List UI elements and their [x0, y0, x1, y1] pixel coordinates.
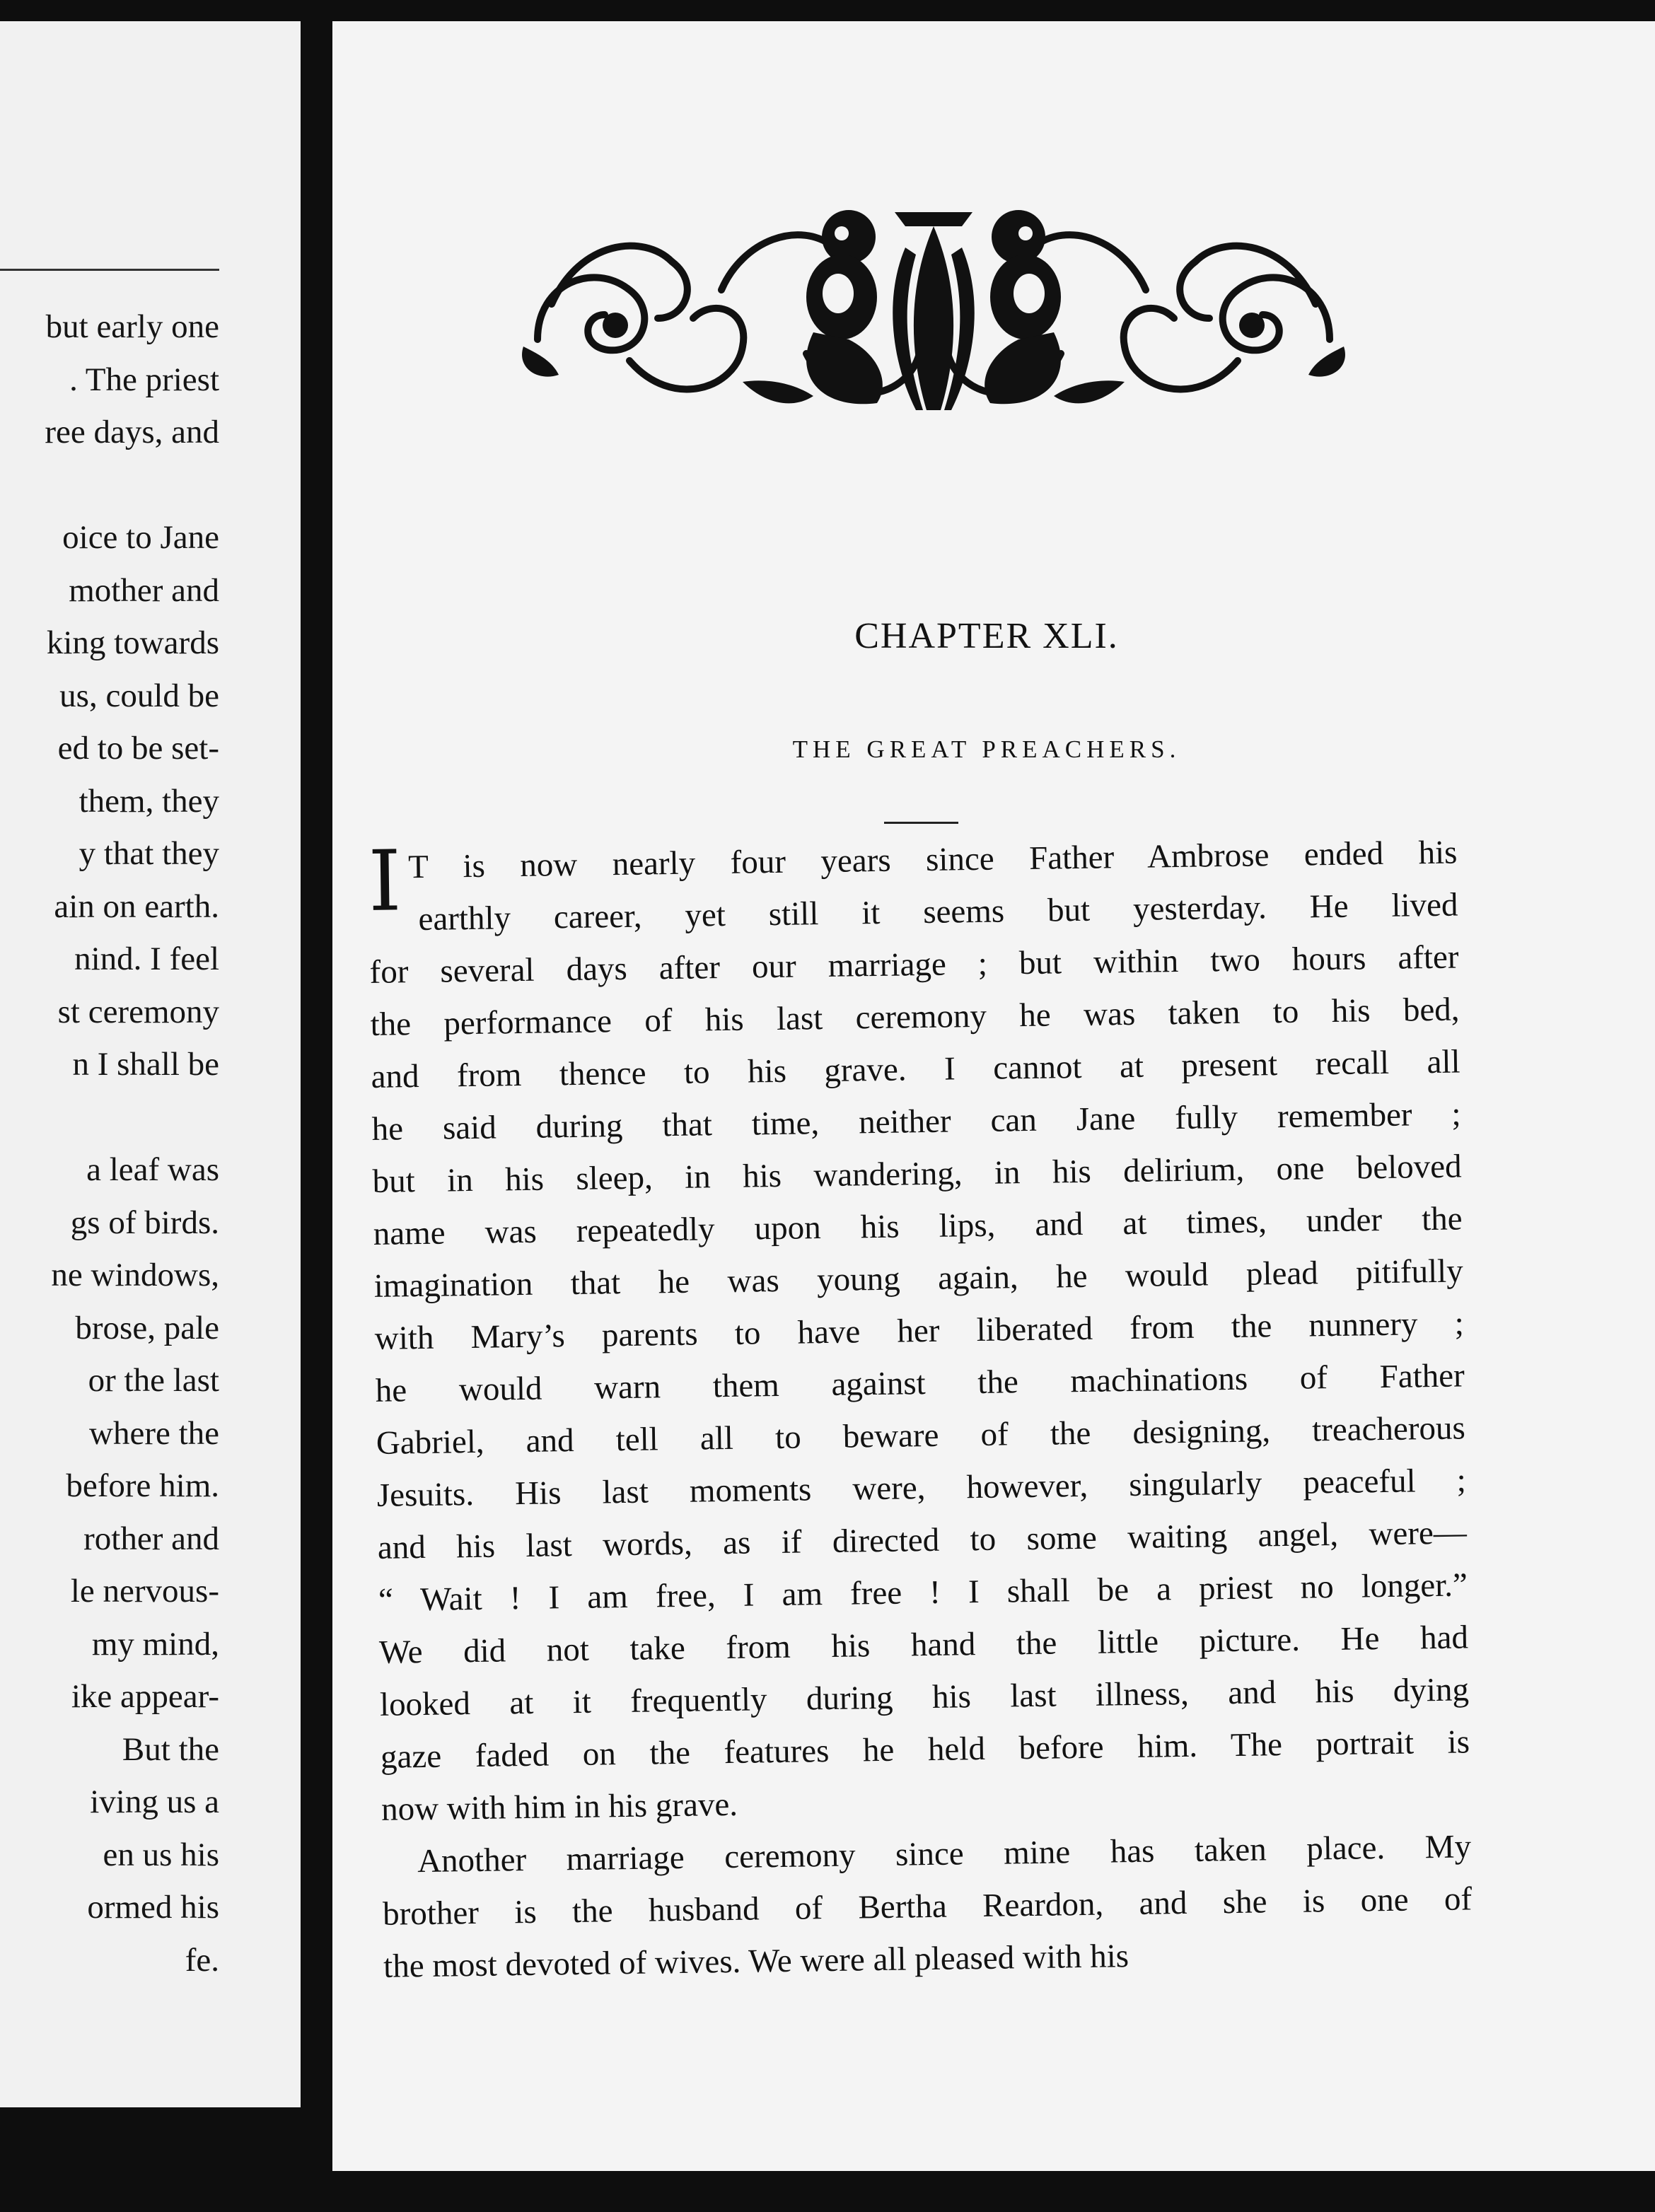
body-line: now with him in his grave. [381, 1786, 738, 1828]
left-page-line: rother and [83, 1520, 219, 1557]
body-line: T is now nearly four years since Father Ambrose ended his [407, 834, 1458, 886]
body-line: “ Wait ! I am free, I am free ! I shall be a priest no longer.” [378, 1566, 1468, 1619]
left-page-line: . The priest [69, 361, 219, 398]
body-line: but in his sleep, in his wandering, in his delirium, one beloved [372, 1148, 1462, 1200]
body-line: and his last words, as if directed to some waiting angel, were— [377, 1514, 1468, 1566]
left-page-line [0, 459, 219, 512]
left-page-line: us, could be [59, 677, 219, 714]
left-page-line: but early one [45, 308, 219, 345]
left-page-line: ormed his [87, 1889, 219, 1926]
body-line: We did not take from his hand the little picture. He had [378, 1619, 1469, 1671]
left-page-line: le nervous- [70, 1573, 219, 1609]
left-page-line: gs of birds. [70, 1204, 219, 1241]
chapter-subtitle: THE GREAT PREACHERS. [792, 735, 1181, 763]
body-line: the most devoted of wives. We were all pleased with his [383, 1938, 1130, 1985]
left-page-line: ain on earth. [54, 887, 219, 925]
left-page-line: ne windows, [51, 1257, 219, 1293]
left-page-line: ed to be set- [57, 730, 219, 767]
ornament-headpiece [509, 198, 1358, 424]
left-page-rule [0, 269, 219, 271]
left-page-text [0, 301, 219, 1986]
left-page-line: st ceremony [57, 993, 219, 1030]
chapter-body-text [368, 826, 1473, 1992]
body-line: and from thence to his grave. I cannot at present recall all [371, 1043, 1461, 1095]
left-page-line: ike appear- [71, 1678, 219, 1715]
chapter-title: CHAPTER XLI. [854, 616, 1119, 656]
left-page-line: nind. I feel [74, 941, 219, 977]
body-line: name was repeatedly upon his lips, and at times, under the [373, 1200, 1463, 1252]
left-page-line: where the [89, 1414, 219, 1452]
body-line: the performance of his last ceremony he was taken to his bed, [370, 991, 1460, 1043]
body-line: he would warn them against the machinations of Father [375, 1357, 1465, 1409]
body-line: imagination that he was young again, he would plead pitifully [373, 1252, 1463, 1305]
body-line: for several days after our marriage ; but within two hours after [369, 938, 1459, 991]
left-page-line: fe. [185, 1941, 219, 1979]
left-page-line: oice to Jane [62, 519, 219, 556]
body-line: Jesuits. His last moments were, however, singularly peaceful ; [376, 1462, 1467, 1514]
left-page-line: y that they [79, 835, 219, 872]
body-line: gaze faded on the features he held before him. The portrait is [380, 1723, 1470, 1776]
body-line: Another marriage ceremony since mine has taken place. My [417, 1828, 1472, 1880]
left-page-line: king towards [46, 624, 219, 661]
body-line: with Mary’s parents to have her liberated from the nunnery ; [374, 1305, 1465, 1357]
body-line: he said during that time, neither can Jane fully remember ; [371, 1095, 1461, 1148]
left-page [0, 21, 301, 2107]
left-page-line: them, they [79, 782, 219, 820]
title-rule [884, 822, 958, 824]
left-page-line [0, 1091, 219, 1144]
right-page [332, 21, 1655, 2171]
left-page-line: ree days, and [45, 414, 219, 450]
left-page-line: mother and [69, 571, 219, 609]
left-page-line: my mind, [91, 1625, 219, 1663]
left-page-line: brose, pale [75, 1309, 219, 1346]
drop-cap: I [367, 832, 402, 930]
left-page-line: iving us a [90, 1783, 219, 1820]
body-line: Gabriel, and tell all to beware of the designing, treacherous [376, 1409, 1466, 1462]
left-page-line: before him. [66, 1467, 219, 1504]
left-page-line: en us his [103, 1836, 219, 1873]
left-page-line: a leaf was [86, 1151, 219, 1188]
left-page-line: But the [122, 1730, 219, 1768]
body-line: brother is the husband of Bertha Reardon, and she is one of [382, 1880, 1473, 1933]
body-line: earthly career, yet still it seems but yesterday. He lived [418, 886, 1458, 938]
left-page-line: or the last [88, 1362, 219, 1399]
body-line: looked at it frequently during his last illness, and his dying [379, 1671, 1470, 1723]
left-page-line: n I shall be [72, 1046, 219, 1083]
